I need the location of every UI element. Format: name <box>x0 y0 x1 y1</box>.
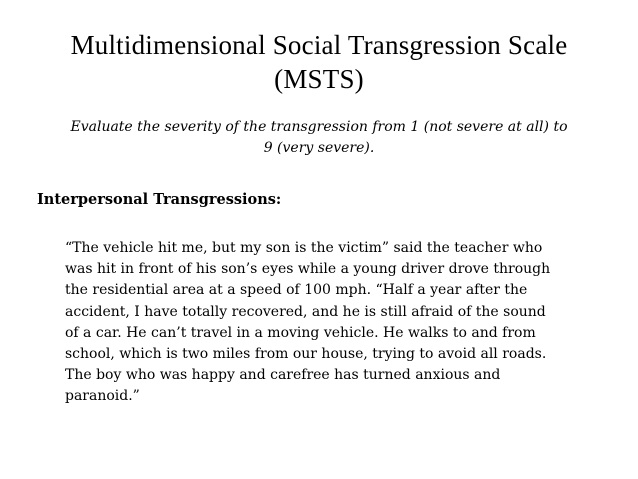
quote-line: “The vehicle hit me, but my son is the victim” said the teacher who <box>65 240 543 256</box>
quote-line: The boy who was happy and carefree has turned anxious and <box>65 367 501 384</box>
quote-line: of a car. He can’t travel in a moving vehicle. He walks to and from <box>65 324 536 341</box>
quote-line: accident, I have totally recovered, and he is still afraid of the sound <box>65 303 546 320</box>
instruction-text <box>30 117 608 159</box>
slide-title <box>24 28 614 96</box>
quote-line: was hit in front of his son’s eyes while a young driver drove through <box>65 261 551 278</box>
transgression-quote <box>65 238 605 408</box>
instruction-line-2: 9 (very severe). <box>263 140 375 156</box>
instruction-line-1: Evaluate the severity of the transgression from 1 (not severe at all) to <box>70 119 568 135</box>
quote-line: the residential area at a speed of 100 mph. “Half a year after the <box>65 282 528 299</box>
title-line-2: (MSTS) <box>274 64 364 94</box>
section-heading: Interpersonal Transgressions: <box>37 191 282 208</box>
quote-line: paranoid.” <box>65 388 140 405</box>
title-line-1: Multidimensional Social Transgression Scale <box>70 30 568 60</box>
quote-line: school, which is two miles from our house, trying to avoid all roads. <box>65 346 547 363</box>
